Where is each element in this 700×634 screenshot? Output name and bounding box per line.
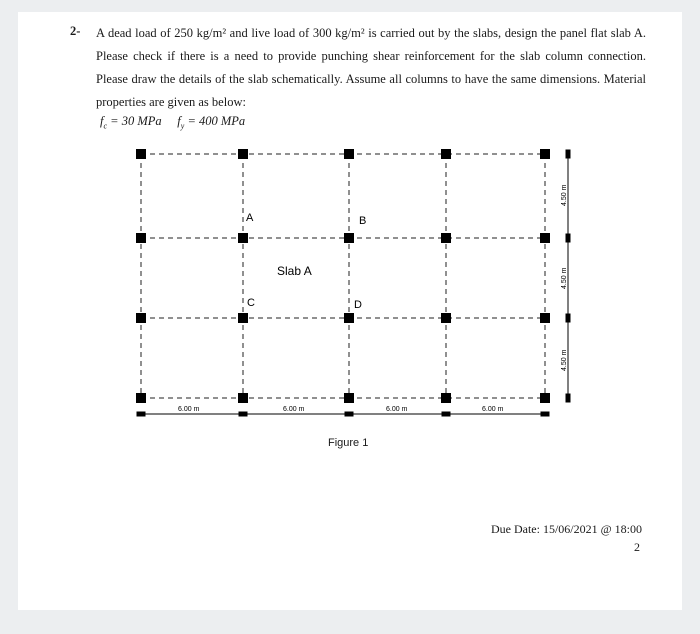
grid-lines xyxy=(141,154,545,398)
dimension-tick xyxy=(137,412,145,416)
label-C: C xyxy=(247,297,255,309)
dimension-tick xyxy=(566,234,570,242)
column-square xyxy=(540,313,550,323)
column-square xyxy=(344,393,354,403)
span-x-4: 6.00 m xyxy=(482,406,504,413)
dimension-tick xyxy=(239,412,247,416)
column-square xyxy=(441,313,451,323)
column-square xyxy=(344,149,354,159)
column-square xyxy=(136,393,146,403)
columns xyxy=(136,149,550,403)
dimension-tick xyxy=(566,394,570,402)
span-x-2: 6.00 m xyxy=(283,406,305,413)
fy-value: = 400 MPa xyxy=(184,114,246,128)
column-square xyxy=(238,393,248,403)
column-square xyxy=(238,233,248,243)
dimension-tick xyxy=(442,412,450,416)
figure-caption: Figure 1 xyxy=(328,437,369,449)
column-square xyxy=(136,149,146,159)
column-square xyxy=(344,233,354,243)
column-square xyxy=(136,233,146,243)
dimension-tick xyxy=(541,412,549,416)
column-square xyxy=(441,149,451,159)
dimension-lines xyxy=(137,150,570,416)
column-square xyxy=(238,313,248,323)
label-B: B xyxy=(359,215,367,227)
label-A: A xyxy=(246,212,254,224)
fc-symbol: f xyxy=(100,114,104,128)
question-body: slab A. Please check if there is a need to provide punching shear reinforcement for the slab column connection. Please draw the details of the slab schematically. Assume all columns to have the same dimensions. Material properties are given as below: xyxy=(96,26,646,109)
column-square xyxy=(441,393,451,403)
due-date: Due Date: 15/06/2021 @ 18:00 xyxy=(490,522,642,536)
question-line1: A dead load of 250 kg/m² and live load of 300 kg/m² is carried out by the slabs, design the panel flat xyxy=(96,26,608,40)
span-y-2: 4.50 m xyxy=(561,267,568,289)
dimension-tick xyxy=(345,412,353,416)
fc-value: = 30 MPa xyxy=(107,114,162,128)
span-x-3: 6.00 m xyxy=(386,406,408,413)
question-number: 2- xyxy=(70,24,81,38)
column-square xyxy=(238,149,248,159)
column-square xyxy=(441,233,451,243)
column-square xyxy=(540,233,550,243)
page-number: 2 xyxy=(634,540,640,554)
column-square xyxy=(136,313,146,323)
dimension-tick xyxy=(566,150,570,158)
column-square xyxy=(540,149,550,159)
dimension-tick xyxy=(566,314,570,322)
column-square xyxy=(344,313,354,323)
span-y-1: 4.50 m xyxy=(561,184,568,206)
fy-symbol: f xyxy=(177,114,181,128)
slab-label: Slab A xyxy=(277,264,312,278)
span-y-3: 4.50 m xyxy=(561,349,568,371)
column-square xyxy=(540,393,550,403)
label-D: D xyxy=(354,299,362,311)
fy-subscript: y xyxy=(180,121,185,131)
span-x-1: 6.00 m xyxy=(178,406,200,413)
fc-subscript: c xyxy=(103,121,108,131)
